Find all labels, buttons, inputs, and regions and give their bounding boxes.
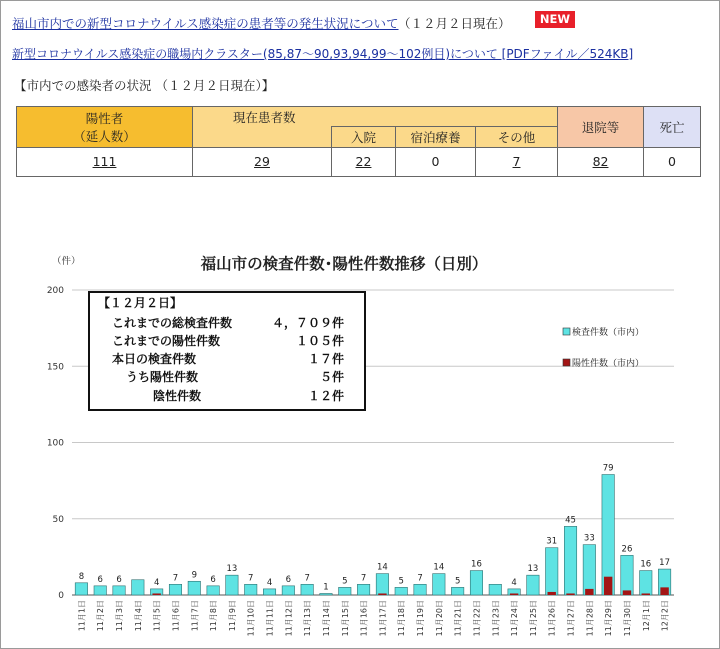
- positive-header-line2: （延人数）: [73, 128, 136, 144]
- x-tick-label: 12月1日: [641, 600, 651, 632]
- bar-value-label: 5: [342, 576, 348, 587]
- test-bar: [245, 584, 257, 595]
- bar-value-label: 14: [376, 562, 388, 573]
- legend-test-label: 検査件数（市内）: [572, 328, 645, 338]
- chart-title: 福山市の検査件数･陽性件数推移（日別）: [200, 255, 488, 273]
- positive-bar: [660, 587, 668, 595]
- bar-value-label: 13: [527, 564, 539, 575]
- status-report-link[interactable]: 福山市内での新型コロナウイルス感染症の患者等の発生状況について: [12, 16, 399, 31]
- y-tick-label: 150: [46, 362, 64, 373]
- test-bar: [226, 575, 238, 595]
- x-tick-label: 11月2日: [96, 600, 106, 632]
- positive-bar: [642, 593, 650, 595]
- test-bar: [169, 584, 181, 595]
- bar-value-label: 33: [583, 533, 595, 544]
- lodging-header: 宿泊療養: [396, 127, 476, 147]
- x-tick-label: 11月18日: [397, 600, 407, 637]
- test-bar: [113, 586, 125, 595]
- annotation-label-today: 本日の検査件数: [112, 352, 197, 366]
- positive-bar: [604, 577, 612, 595]
- hospital-value[interactable]: 22: [355, 154, 372, 170]
- bar-value-label: 6: [116, 574, 122, 585]
- y-tick-label: 100: [46, 438, 64, 449]
- discharged-value-cell: [558, 147, 644, 176]
- bar-value-label: 4: [511, 577, 517, 588]
- bar-value-label: 14: [433, 562, 445, 573]
- test-bar: [376, 574, 388, 595]
- x-tick-label: 11月27日: [566, 600, 576, 637]
- annotation-title: 【１２月２日】: [98, 296, 183, 310]
- test-bar: [94, 586, 106, 595]
- section-heading: 【市内での感染者の状況 （１２月２日現在）】: [14, 78, 275, 93]
- test-bar: [282, 586, 294, 595]
- positive-bar: [585, 589, 593, 595]
- test-bar: [433, 574, 445, 595]
- positive-bar: [548, 592, 556, 595]
- annotation-value-today: １７件: [307, 352, 344, 366]
- x-tick-label: 11月24日: [510, 600, 520, 637]
- x-tick-label: 11月25日: [528, 600, 538, 637]
- test-bar: [188, 581, 200, 595]
- death-value: 0: [644, 147, 701, 176]
- x-tick-label: 11月13日: [303, 600, 313, 637]
- death-header: 死亡: [644, 107, 701, 148]
- test-bar: [301, 584, 313, 595]
- x-tick-label: 11月19日: [416, 600, 426, 637]
- hospital-header: 入院: [332, 127, 396, 147]
- bar-value-label: 7: [172, 573, 179, 584]
- x-tick-label: 11月11日: [265, 600, 275, 637]
- test-bar: [527, 575, 539, 595]
- annotation-value-positive-total: １０５件: [295, 334, 344, 348]
- bar-value-label: 13: [226, 564, 238, 575]
- test-bar: [621, 555, 633, 595]
- x-tick-label: 11月8日: [209, 600, 219, 632]
- bar-value-label: 26: [621, 544, 633, 555]
- test-bar: [414, 584, 426, 595]
- positive-bar: [510, 593, 518, 595]
- x-tick-label: 11月1日: [77, 600, 87, 632]
- test-bar: [583, 545, 595, 595]
- test-bar: [263, 589, 275, 595]
- bar-value-label: 45: [565, 515, 576, 526]
- x-tick-label: 11月15日: [340, 600, 350, 637]
- other-value-cell: [476, 147, 558, 176]
- x-tick-label: 11月7日: [190, 600, 200, 632]
- bar-value-label: 9: [191, 570, 197, 581]
- test-bar: [451, 587, 463, 595]
- current-value[interactable]: 29: [254, 154, 270, 170]
- bar-value-label: 8: [78, 571, 85, 582]
- x-tick-label: 11月23日: [491, 600, 501, 637]
- x-tick-label: 11月5日: [152, 600, 162, 632]
- x-tick-label: 11月21日: [453, 600, 463, 637]
- y-axis-label: （件）: [52, 256, 81, 267]
- annotation-label-positive-total: これまでの陽性件数: [112, 334, 221, 348]
- summary-annotation-box: [89, 292, 365, 410]
- status-table: [16, 106, 701, 177]
- test-bar: [132, 580, 144, 595]
- x-tick-label: 11月22日: [472, 600, 482, 637]
- chart-legend: [563, 326, 644, 369]
- current-patients-spacer: [193, 127, 332, 147]
- y-tick-label: 0: [58, 591, 64, 601]
- cluster-pdf-link[interactable]: 新型コロナウイルス感染症の職場内クラスター(85,87～90,93,94,99～102例目)について [PDFファイル／524KB]: [12, 47, 634, 61]
- test-bar: [339, 587, 351, 595]
- legend-positive-swatch: [563, 359, 570, 366]
- current-value-cell: [193, 147, 332, 176]
- positive-value[interactable]: 111: [92, 154, 117, 170]
- bar-value-label: 6: [210, 574, 216, 585]
- test-bar: [470, 571, 482, 595]
- bar-value-label: 5: [398, 576, 404, 587]
- test-bar: [546, 548, 558, 595]
- legend-test-swatch: [563, 328, 570, 335]
- x-tick-label: 11月14日: [321, 600, 331, 637]
- bar-value-label: 16: [471, 559, 482, 570]
- x-tick-label: 11月4日: [133, 600, 143, 632]
- bar-value-label: 7: [360, 573, 367, 584]
- bar-value-label: 4: [266, 577, 273, 588]
- chart-bars: [75, 464, 671, 595]
- other-value[interactable]: 7: [512, 154, 521, 170]
- positive-bar: [566, 593, 574, 595]
- test-bar: [564, 526, 576, 595]
- bar-value-label: 4: [153, 577, 160, 588]
- test-bar: [357, 584, 369, 595]
- annotation-value-today-positive: ５件: [319, 370, 344, 384]
- bar-value-label: 17: [659, 558, 671, 569]
- bar-value-label: 6: [97, 574, 103, 585]
- x-tick-label: 11月30日: [622, 600, 632, 637]
- x-tick-label: 11月16日: [359, 600, 369, 637]
- bar-value-label: 31: [546, 536, 558, 547]
- bar-value-label: 16: [640, 559, 652, 570]
- x-tick-label: 11月17日: [378, 600, 388, 637]
- positive-bar: [378, 593, 386, 595]
- bar-value-label: 6: [285, 574, 292, 585]
- report-date: （１２月２日現在）: [398, 16, 511, 31]
- positive-header: [17, 107, 193, 148]
- positive-bar: [152, 593, 160, 595]
- bar-value-label: 79: [602, 463, 614, 474]
- y-tick-label: 50: [52, 514, 64, 525]
- current-patients-label: 現在患者数: [233, 109, 296, 125]
- hospital-value-cell: [332, 147, 396, 176]
- x-tick-label: 11月26日: [547, 600, 557, 637]
- annotation-value-total: ４，７０９件: [271, 316, 344, 330]
- x-tick-label: 12月2日: [660, 600, 670, 632]
- test-bar: [207, 586, 219, 595]
- annotation-label-negative: 陰性件数: [153, 389, 202, 403]
- legend-positive-label: 陽性件数（市内）: [572, 359, 645, 369]
- x-tick-label: 11月12日: [284, 600, 294, 637]
- test-bar: [640, 571, 652, 595]
- annotation-value-negative: １２件: [307, 389, 344, 403]
- test-bar: [320, 593, 332, 595]
- bar-value-label: 5: [454, 576, 461, 587]
- positive-bar: [623, 590, 631, 595]
- x-tick-label: 11月9日: [227, 600, 237, 632]
- annotation-label-today-positive: うち陽性件数: [126, 370, 199, 384]
- lodging-value: 0: [396, 147, 476, 176]
- new-badge: NEW: [535, 11, 575, 28]
- x-tick-label: 11月29日: [604, 600, 614, 637]
- x-axis-labels: [77, 600, 669, 636]
- x-tick-label: 11月3日: [115, 600, 125, 632]
- current-patients-header: [193, 107, 558, 127]
- y-tick-label: 200: [46, 286, 64, 296]
- x-tick-label: 11月10日: [246, 600, 256, 637]
- discharged-value[interactable]: 82: [592, 154, 609, 170]
- positive-value-cell: [17, 147, 193, 176]
- x-tick-label: 11月20日: [434, 600, 444, 637]
- x-tick-label: 11月28日: [585, 600, 595, 637]
- bar-value-label: 7: [248, 573, 254, 584]
- x-tick-label: 11月6日: [171, 600, 181, 632]
- test-bar: [75, 583, 87, 595]
- bar-value-label: 7: [304, 573, 310, 584]
- other-header: その他: [476, 127, 558, 147]
- bar-value-label: 7: [417, 573, 423, 584]
- bar-value-label: 1: [323, 582, 329, 593]
- test-bar: [489, 584, 501, 595]
- positive-header-line1: 陽性者: [85, 110, 124, 126]
- annotation-label-total: これまでの総検査件数: [112, 316, 233, 330]
- test-bar: [395, 587, 407, 595]
- daily-test-chart: [14, 240, 706, 645]
- discharged-header: 退院等: [558, 107, 644, 148]
